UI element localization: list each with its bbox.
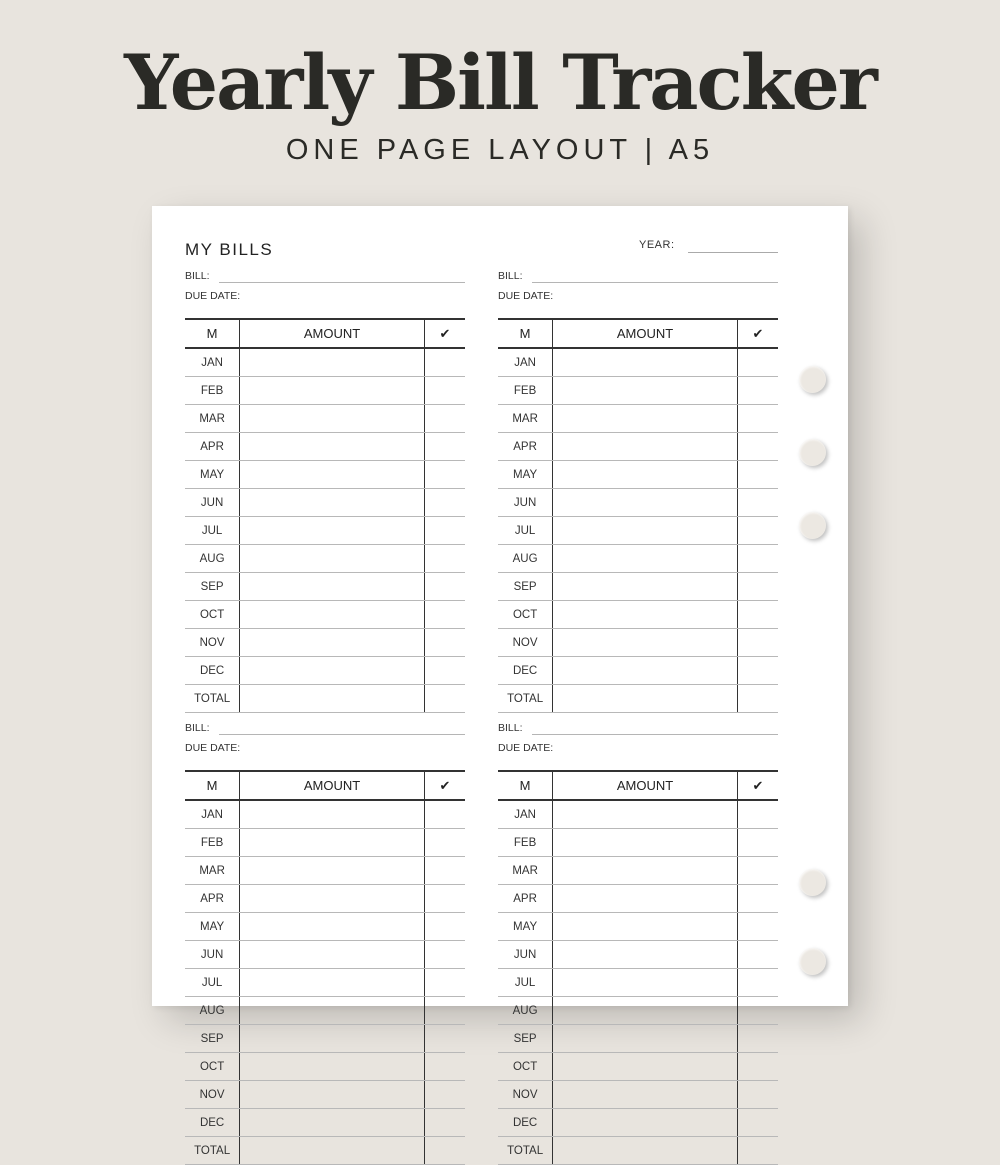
table-row (498, 800, 778, 829)
amount-cell (553, 377, 738, 405)
amount-column-header: AMOUNT (553, 771, 738, 800)
amount-cell (240, 1025, 425, 1053)
total-row (498, 685, 778, 713)
total-label: TOTAL (498, 1137, 553, 1165)
amount-cell (553, 1053, 738, 1081)
table-row (498, 405, 778, 433)
table-row (185, 829, 465, 857)
table-row (498, 1053, 778, 1081)
bill-field (185, 268, 465, 288)
check-cell (737, 1081, 778, 1109)
table-row (498, 517, 778, 545)
check-cell (424, 461, 465, 489)
total-amount-cell (240, 1137, 425, 1165)
check-cell (737, 489, 778, 517)
table-row (185, 377, 465, 405)
due-date-field (185, 288, 465, 308)
binder-hole (799, 869, 826, 896)
table-row (185, 461, 465, 489)
month-cell: MAR (185, 857, 240, 885)
total-amount-cell (240, 685, 425, 713)
check-cell (737, 545, 778, 573)
month-cell: APR (498, 885, 553, 913)
amount-cell (553, 348, 738, 377)
total-check-cell (737, 685, 778, 713)
month-cell: JUL (498, 517, 553, 545)
month-cell: APR (185, 885, 240, 913)
month-cell: OCT (185, 1053, 240, 1081)
table-row (185, 657, 465, 685)
total-label: TOTAL (185, 1137, 240, 1165)
amount-cell (553, 405, 738, 433)
bill-block (185, 268, 465, 713)
year-label: YEAR: (639, 239, 675, 251)
table-header-row (185, 319, 465, 348)
check-cell (737, 348, 778, 377)
month-cell: JUL (185, 969, 240, 997)
year-line (688, 252, 778, 253)
table-row (185, 1081, 465, 1109)
binder-hole (799, 512, 826, 539)
check-cell (737, 997, 778, 1025)
amount-cell (553, 969, 738, 997)
check-cell (737, 433, 778, 461)
table-row (185, 913, 465, 941)
amount-cell (553, 997, 738, 1025)
table-row (498, 629, 778, 657)
total-label: TOTAL (498, 685, 553, 713)
check-cell (737, 800, 778, 829)
table-row (498, 348, 778, 377)
table-row (185, 969, 465, 997)
month-cell: MAR (498, 857, 553, 885)
amount-cell (240, 433, 425, 461)
page-title: Yearly Bill Tracker (124, 38, 876, 127)
check-cell (424, 913, 465, 941)
due-date-label: DUE DATE: (498, 290, 554, 302)
amount-cell (240, 1053, 425, 1081)
table-row (185, 348, 465, 377)
check-cell (737, 885, 778, 913)
month-cell: JAN (498, 348, 553, 377)
amount-cell (553, 489, 738, 517)
table-row (498, 377, 778, 405)
amount-cell (553, 829, 738, 857)
amount-cell (240, 1081, 425, 1109)
check-cell (424, 433, 465, 461)
table-row (185, 1053, 465, 1081)
check-cell (737, 629, 778, 657)
month-cell: APR (498, 433, 553, 461)
amount-cell (240, 969, 425, 997)
amount-cell (240, 941, 425, 969)
month-cell: SEP (185, 573, 240, 601)
check-cell (424, 348, 465, 377)
month-cell: AUG (185, 997, 240, 1025)
table-row (185, 857, 465, 885)
table-row (498, 829, 778, 857)
check-cell (424, 489, 465, 517)
amount-cell (553, 885, 738, 913)
check-cell (737, 1109, 778, 1137)
due-date-field (498, 288, 778, 308)
amount-column-header: AMOUNT (240, 319, 425, 348)
month-column-header: M (185, 771, 240, 800)
month-cell: DEC (185, 657, 240, 685)
month-cell: FEB (498, 377, 553, 405)
month-cell: JAN (185, 800, 240, 829)
month-cell: NOV (185, 629, 240, 657)
amount-cell (553, 517, 738, 545)
amount-cell (240, 461, 425, 489)
bill-block (498, 720, 778, 1165)
table-row (185, 885, 465, 913)
bill-block (185, 720, 465, 1165)
amount-cell (553, 941, 738, 969)
month-cell: SEP (498, 1025, 553, 1053)
check-cell (737, 405, 778, 433)
check-cell (424, 941, 465, 969)
bill-table (185, 770, 465, 1165)
amount-cell (240, 800, 425, 829)
month-cell: JAN (498, 800, 553, 829)
amount-cell (240, 829, 425, 857)
binder-hole (799, 439, 826, 466)
check-cell (737, 573, 778, 601)
amount-cell (240, 377, 425, 405)
total-row (185, 1137, 465, 1165)
amount-cell (553, 461, 738, 489)
bill-table (185, 318, 465, 713)
month-cell: MAR (185, 405, 240, 433)
total-row (185, 685, 465, 713)
due-date-label: DUE DATE: (185, 742, 241, 754)
month-cell: DEC (498, 1109, 553, 1137)
amount-cell (553, 545, 738, 573)
bill-line (219, 282, 465, 283)
amount-cell (553, 657, 738, 685)
table-row (185, 573, 465, 601)
total-amount-cell (553, 1137, 738, 1165)
table-row (498, 1109, 778, 1137)
due-date-field (498, 740, 778, 760)
table-row (185, 601, 465, 629)
month-cell: MAY (185, 913, 240, 941)
check-cell (424, 1053, 465, 1081)
table-row (185, 1025, 465, 1053)
amount-cell (240, 657, 425, 685)
check-cell (737, 377, 778, 405)
check-cell (737, 857, 778, 885)
binder-hole (799, 948, 826, 975)
check-cell (424, 573, 465, 601)
table-row (498, 545, 778, 573)
table-row (498, 857, 778, 885)
amount-cell (240, 517, 425, 545)
check-cell (737, 969, 778, 997)
total-row (498, 1137, 778, 1165)
bill-table (498, 770, 778, 1165)
month-cell: OCT (498, 601, 553, 629)
amount-cell (240, 405, 425, 433)
check-cell (424, 800, 465, 829)
check-cell (424, 377, 465, 405)
table-row (498, 461, 778, 489)
check-cell (424, 629, 465, 657)
month-cell: JUL (498, 969, 553, 997)
check-column-header: ✔ (424, 319, 465, 348)
month-cell: MAR (498, 405, 553, 433)
month-cell: FEB (498, 829, 553, 857)
month-cell: AUG (498, 997, 553, 1025)
check-cell (424, 545, 465, 573)
bill-block (498, 268, 778, 713)
check-column-header: ✔ (424, 771, 465, 800)
month-cell: AUG (185, 545, 240, 573)
table-row (185, 433, 465, 461)
check-cell (424, 829, 465, 857)
check-cell (424, 405, 465, 433)
month-cell: MAY (498, 461, 553, 489)
amount-cell (553, 800, 738, 829)
table-row (498, 601, 778, 629)
table-row (498, 969, 778, 997)
month-cell: NOV (498, 629, 553, 657)
amount-cell (240, 997, 425, 1025)
month-cell: DEC (185, 1109, 240, 1137)
table-row (498, 1025, 778, 1053)
total-label: TOTAL (185, 685, 240, 713)
table-row (498, 941, 778, 969)
due-date-field (185, 740, 465, 760)
total-check-cell (424, 1137, 465, 1165)
month-column-header: M (498, 771, 553, 800)
sheet-heading: MY BILLS (185, 240, 274, 259)
check-cell (424, 517, 465, 545)
table-row (185, 997, 465, 1025)
amount-cell (553, 1025, 738, 1053)
bill-field (185, 720, 465, 740)
amount-cell (240, 348, 425, 377)
amount-cell (240, 545, 425, 573)
month-cell: NOV (185, 1081, 240, 1109)
table-row (185, 800, 465, 829)
table-row (498, 913, 778, 941)
month-cell: JUN (185, 489, 240, 517)
month-cell: MAY (498, 913, 553, 941)
bill-line (219, 734, 465, 735)
month-column-header: M (498, 319, 553, 348)
month-cell: FEB (185, 829, 240, 857)
table-row (498, 657, 778, 685)
table-row (498, 885, 778, 913)
month-cell: NOV (498, 1081, 553, 1109)
bill-table (498, 318, 778, 713)
table-row (185, 1109, 465, 1137)
due-date-label: DUE DATE: (185, 290, 241, 302)
amount-cell (553, 433, 738, 461)
amount-cell (240, 573, 425, 601)
month-column-header: M (185, 319, 240, 348)
bill-label: BILL: (498, 722, 523, 734)
month-cell: JUL (185, 517, 240, 545)
bill-field (498, 720, 778, 740)
amount-cell (553, 573, 738, 601)
check-cell (424, 657, 465, 685)
table-row (185, 517, 465, 545)
check-cell (424, 1025, 465, 1053)
table-row (498, 997, 778, 1025)
amount-cell (240, 1109, 425, 1137)
check-cell (737, 913, 778, 941)
check-cell (737, 941, 778, 969)
month-cell: JUN (185, 941, 240, 969)
binder-hole (799, 366, 826, 393)
amount-cell (240, 601, 425, 629)
bill-field (498, 268, 778, 288)
check-cell (737, 461, 778, 489)
month-cell: DEC (498, 657, 553, 685)
bill-label: BILL: (185, 270, 210, 282)
table-row (185, 489, 465, 517)
total-amount-cell (553, 685, 738, 713)
table-row (185, 545, 465, 573)
check-cell (424, 969, 465, 997)
bill-line (532, 734, 778, 735)
amount-cell (553, 857, 738, 885)
month-cell: OCT (185, 601, 240, 629)
amount-cell (553, 629, 738, 657)
total-check-cell (737, 1137, 778, 1165)
planner-sheet (152, 206, 848, 1157)
amount-cell (553, 1081, 738, 1109)
check-column-header: ✔ (737, 771, 778, 800)
table-row (185, 405, 465, 433)
table-header-row (185, 771, 465, 800)
amount-column-header: AMOUNT (240, 771, 425, 800)
check-cell (737, 601, 778, 629)
check-cell (737, 829, 778, 857)
month-cell: JUN (498, 941, 553, 969)
month-cell: AUG (498, 545, 553, 573)
month-cell: SEP (185, 1025, 240, 1053)
check-cell (424, 885, 465, 913)
check-cell (424, 1081, 465, 1109)
table-header-row (498, 771, 778, 800)
month-cell: SEP (498, 573, 553, 601)
amount-cell (553, 1109, 738, 1137)
table-header-row (498, 319, 778, 348)
check-cell (737, 657, 778, 685)
month-cell: JAN (185, 348, 240, 377)
table-row (498, 489, 778, 517)
check-cell (424, 601, 465, 629)
check-cell (424, 1109, 465, 1137)
month-cell: APR (185, 433, 240, 461)
check-cell (424, 857, 465, 885)
month-cell: FEB (185, 377, 240, 405)
bill-line (532, 282, 778, 283)
table-row (498, 573, 778, 601)
amount-column-header: AMOUNT (553, 319, 738, 348)
amount-cell (240, 857, 425, 885)
check-cell (424, 997, 465, 1025)
table-row (498, 1081, 778, 1109)
table-row (498, 433, 778, 461)
check-cell (737, 1053, 778, 1081)
bill-label: BILL: (498, 270, 523, 282)
amount-cell (553, 913, 738, 941)
amount-cell (240, 629, 425, 657)
bill-label: BILL: (185, 722, 210, 734)
check-cell (737, 1025, 778, 1053)
month-cell: JUN (498, 489, 553, 517)
total-check-cell (424, 685, 465, 713)
amount-cell (240, 913, 425, 941)
amount-cell (240, 489, 425, 517)
table-row (185, 941, 465, 969)
check-cell (737, 517, 778, 545)
table-row (185, 629, 465, 657)
amount-cell (240, 885, 425, 913)
due-date-label: DUE DATE: (498, 742, 554, 754)
amount-cell (553, 601, 738, 629)
page-subtitle: ONE PAGE LAYOUT | A5 (285, 134, 715, 166)
check-column-header: ✔ (737, 319, 778, 348)
month-cell: OCT (498, 1053, 553, 1081)
month-cell: MAY (185, 461, 240, 489)
